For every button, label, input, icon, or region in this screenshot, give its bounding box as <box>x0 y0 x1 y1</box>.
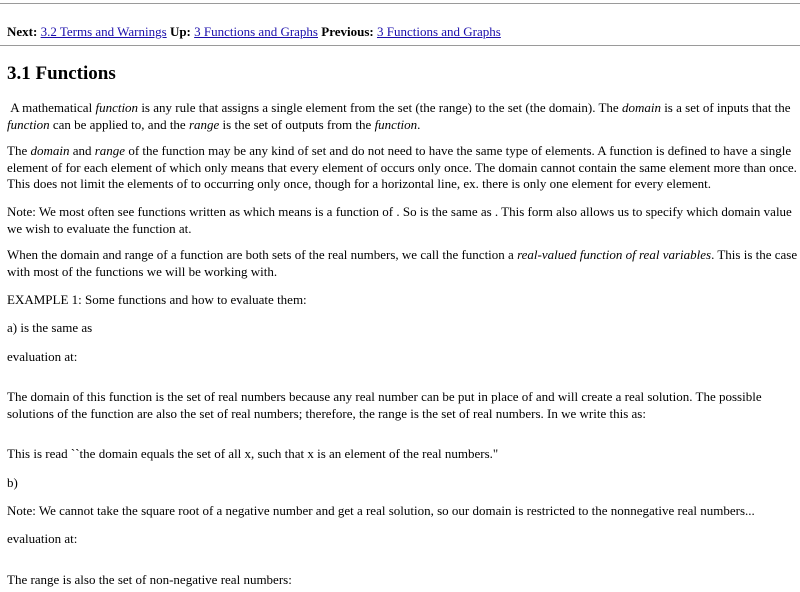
top-divider <box>0 3 800 4</box>
next-label: Next: <box>7 24 38 39</box>
page-title: 3.1 Functions <box>7 63 116 84</box>
paragraph-example-b: b) <box>7 475 18 490</box>
paragraph-domain-explanation: The domain of this function is the set of real numbers because any real number can be put in place of and will create a real solution. The possible solutions of the function are also the set of real numbers; therefore, the range is the set of real numbers. In we write this as: <box>7 389 762 421</box>
up-label: Up: <box>169 24 191 39</box>
paragraph-domain-range: The domain and range of the function may be any kind of set and do not need to have the same type of elements. A function is defined to have a single element of for each element of which only means that every element of occurs only once. The domain cannot contain the same element more than once. This does not limit the elements of to occurring only once, though for a horizontal line, ex. there is only one element for every element. <box>7 143 797 191</box>
paragraph-range-note: The range is also the set of non-negative real numbers: <box>7 572 292 587</box>
next-link[interactable]: 3.2 Terms and Warnings <box>40 24 167 39</box>
paragraph-example-a: a) is the same as <box>7 320 93 335</box>
navigation-bar <box>7 24 501 41</box>
paragraph-real-valued: When the domain and range of a function are both sets of the real numbers, we call the function a real-valued function of real variables. This is the case with most of the functions we will be working with. <box>7 247 798 279</box>
paragraph-example-heading: EXAMPLE 1: Some functions and how to evaluate them: <box>7 292 307 307</box>
previous-link[interactable]: 3 Functions and Graphs <box>376 24 501 39</box>
up-link[interactable]: 3 Functions and Graphs <box>194 24 318 39</box>
paragraph-sqrt-note: Note: We cannot take the square root of a negative number and get a real solution, so our domain is restricted to the nonnegative real numbers... <box>7 503 755 518</box>
paragraph-read-as: This is read ``the domain equals the set of all x, such that x is an element of the real numbers." <box>7 446 499 461</box>
previous-label: Previous: <box>321 24 374 39</box>
nav-divider <box>0 45 800 46</box>
paragraph-evaluation-b: evaluation at: <box>7 531 78 546</box>
paragraph-function-definition: A mathematical function is any rule that assigns a single element from the set (the range) to the set (the domain). The domain is a set of inputs that the function can be applied to, and the range is the set of outputs from the function. <box>7 100 791 132</box>
paragraph-evaluation-a: evaluation at: <box>7 349 78 364</box>
paragraph-notation-note: Note: We most often see functions written as which means is a function of . So is the same as . This form also allows us to specify which domain value we wish to evaluate the function at. <box>7 204 792 236</box>
